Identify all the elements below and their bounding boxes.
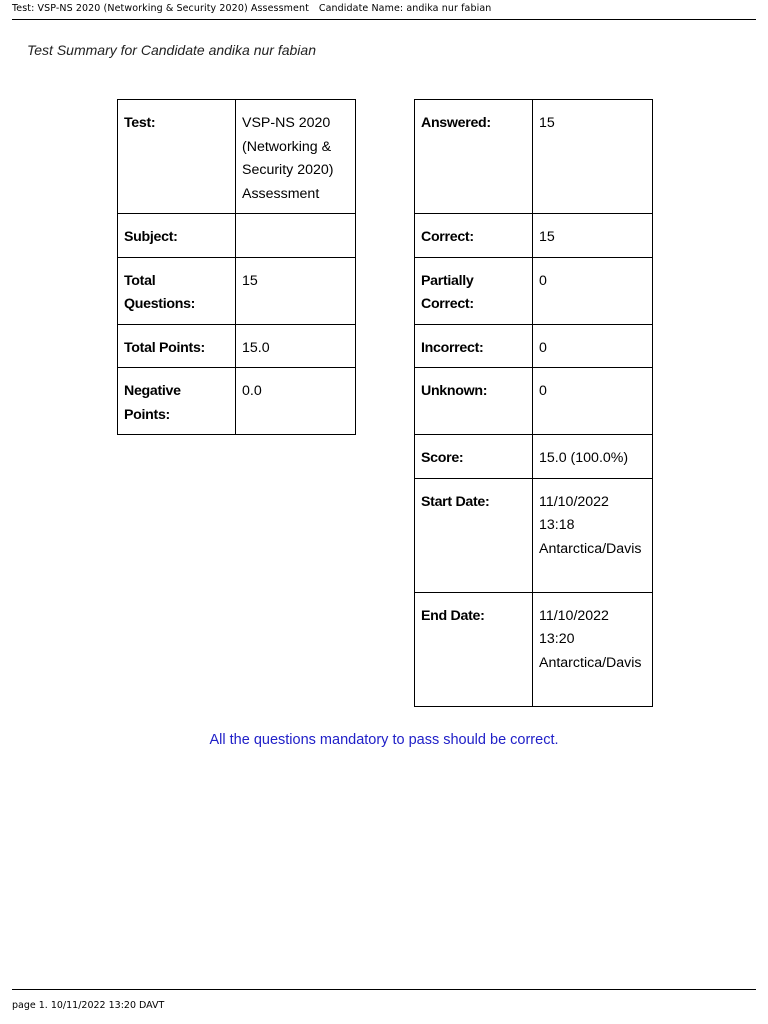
unknown-value: 0 xyxy=(533,368,653,435)
start-date-value: 11/10/2022 13:18 Antarctica/Davis xyxy=(533,478,653,592)
test-value: VSP-NS 2020 (Networking & Security 2020) Assessment xyxy=(236,100,356,214)
start-date-label: Start Date: xyxy=(415,478,533,592)
correct-value: 15 xyxy=(533,214,653,258)
table-row xyxy=(415,478,653,592)
table-row xyxy=(118,324,356,368)
unknown-label: Unknown: xyxy=(415,368,533,435)
negative-points-value: 0.0 xyxy=(236,368,356,435)
incorrect-label: Incorrect: xyxy=(415,324,533,368)
page-footer: page 1. 10/11/2022 13:20 DAVT xyxy=(12,1000,165,1011)
table-row xyxy=(118,214,356,258)
header-divider xyxy=(12,19,756,20)
table-row xyxy=(415,100,653,214)
summary-title: Test Summary for Candidate andika nur fabian xyxy=(27,42,316,58)
end-date-value: 11/10/2022 13:20 Antarctica/Davis xyxy=(533,592,653,706)
incorrect-value: 0 xyxy=(533,324,653,368)
results-table xyxy=(414,99,653,707)
partially-correct-value: 0 xyxy=(533,257,653,324)
subject-value xyxy=(236,214,356,258)
pass-requirement-note: All the questions mandatory to pass should be correct. xyxy=(209,732,559,748)
table-row xyxy=(415,435,653,479)
table-row xyxy=(118,368,356,435)
table-row xyxy=(118,100,356,214)
table-row xyxy=(415,592,653,706)
table-row xyxy=(415,214,653,258)
subject-label: Subject: xyxy=(118,214,236,258)
header-candidate-name: Candidate Name: andika nur fabian xyxy=(318,3,492,14)
table-row xyxy=(415,257,653,324)
negative-points-label: Negative Points: xyxy=(118,368,236,435)
partially-correct-label: Partially Correct: xyxy=(415,257,533,324)
correct-label: Correct: xyxy=(415,214,533,258)
total-points-label: Total Points: xyxy=(118,324,236,368)
test-info-table xyxy=(117,99,356,435)
score-label: Score: xyxy=(415,435,533,479)
table-row xyxy=(415,368,653,435)
page-header xyxy=(12,3,756,14)
end-date-label: End Date: xyxy=(415,592,533,706)
header-test-name: Test: VSP-NS 2020 (Networking & Security 2020) Assessment xyxy=(12,3,309,14)
test-label: Test: xyxy=(118,100,236,214)
score-value: 15.0 (100.0%) xyxy=(533,435,653,479)
footer-divider xyxy=(12,989,756,990)
table-row xyxy=(118,257,356,324)
answered-label: Answered: xyxy=(415,100,533,214)
table-row xyxy=(415,324,653,368)
answered-value: 15 xyxy=(533,100,653,214)
total-questions-value: 15 xyxy=(236,257,356,324)
total-points-value: 15.0 xyxy=(236,324,356,368)
total-questions-label: Total Questions: xyxy=(118,257,236,324)
